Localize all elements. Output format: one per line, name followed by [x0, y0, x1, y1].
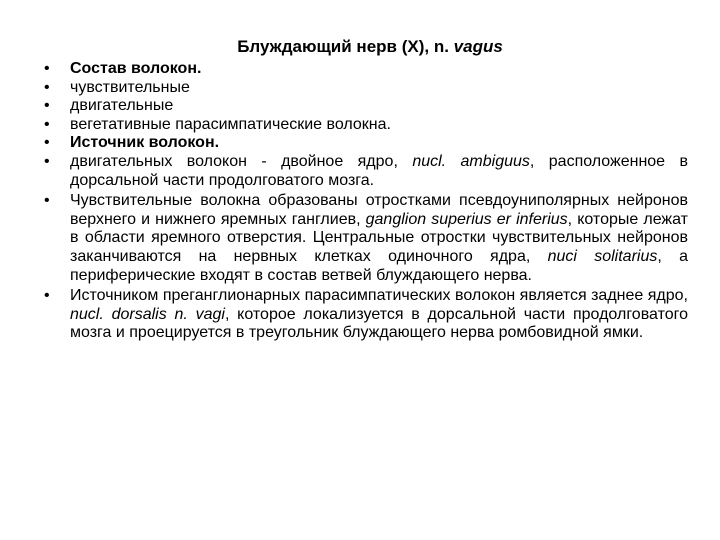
list-item-text: двигательные — [70, 97, 174, 115]
latin-term: nuci solitarius — [547, 247, 658, 265]
latin-term: nucl. dorsalis n. vagi — [70, 305, 225, 323]
list-item-text: Источник волокон. — [70, 134, 220, 152]
slide-title — [0, 36, 720, 58]
slide-title-latin: vagus — [453, 37, 503, 56]
list-item — [44, 153, 688, 190]
list-item-text: Состав волокон. — [70, 60, 202, 77]
list-item — [44, 192, 688, 285]
list-item-text: чувствительные — [70, 78, 190, 96]
bullet-glyph: • — [44, 152, 50, 170]
text-segment: , а периферические входят в состав ветвей блуждающего нерва. — [70, 247, 688, 284]
list-item-text — [70, 192, 688, 283]
bullet-glyph: • — [44, 192, 50, 210]
bullet-glyph: • — [44, 78, 50, 96]
bullet-glyph: • — [44, 115, 50, 133]
bullet-glyph: • — [44, 287, 50, 305]
list-item — [44, 79, 688, 98]
bullet-glyph: • — [44, 97, 50, 115]
text-segment: Чувствительные волокна образованы отростками псевдоуниполярных нейронов верхнего и нижнего яремных ганглиев, — [70, 192, 688, 228]
bullet-glyph: • — [44, 134, 50, 152]
list-item-text: вегетативные парасимпатические волокна. — [70, 115, 391, 133]
slide-title-main: Блуждающий нерв (X), n. — [237, 37, 454, 56]
bullet-list — [44, 60, 688, 343]
list-item-text — [70, 153, 688, 189]
text-segment: двигательных волокон - двойное ядро, — [70, 152, 413, 170]
list-item — [44, 287, 688, 343]
text-segment: Источником преганглионарных парасимпатических волокон является заднее ядро, — [70, 287, 688, 305]
text-segment: , которые лежат в области яремного отверстия. Центральные отростки чувствительных нейронов заканчиваются на нервных клетках одиночного ядра, — [70, 210, 688, 265]
latin-term: ganglion superius er inferius — [365, 210, 568, 228]
list-item — [44, 134, 688, 153]
text-segment: , которое локализуется в дорсальной части продолговатого мозга и проецируется в треугольник блуждающего нерва ромбовидной ямки. — [70, 305, 688, 342]
list-item-text — [70, 287, 688, 341]
text-segment: , расположенное в дорсальной части продолговатого мозга. — [70, 152, 688, 189]
list-item — [44, 116, 688, 135]
bullet-glyph: • — [44, 60, 50, 77]
list-item — [44, 60, 688, 79]
latin-term: nucl. ambiguus — [412, 152, 530, 170]
list-item — [44, 97, 688, 116]
